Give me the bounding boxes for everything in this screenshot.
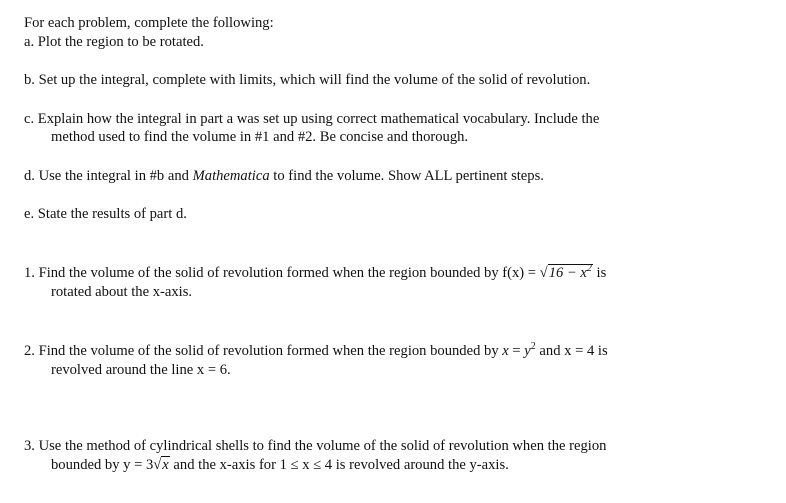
part-a: a. Plot the region to be rotated. (24, 34, 204, 50)
problem-2-text-end: and x = 4 is (535, 343, 608, 359)
problem-2-line2: revolved around the line x = 6. (51, 362, 231, 378)
part-d-mathematica: Mathematica (192, 168, 270, 184)
exponent: 2 (530, 341, 536, 353)
problem-1-line1 (24, 264, 606, 282)
part-e: e. State the results of part d. (24, 206, 187, 222)
square-root (153, 456, 170, 474)
part-d-post: to find the volume. Show ALL pertinent steps. (269, 168, 544, 184)
equals: = (508, 343, 525, 359)
radicand: $16 - x^2$ (548, 263, 592, 281)
part-c-line2: method used to find the volume in #1 and #2. Be concise and thorough. (51, 129, 469, 145)
problem-3-line2 (51, 456, 509, 474)
part-b: b. Set up the integral, complete with limits, which will find the volume of the solid of revolution. (24, 72, 591, 88)
radicand: x (162, 457, 169, 473)
part-d-pre: d. Use the integral in #b and (24, 168, 193, 184)
part-c-line1: c. Explain how the integral in part a was set up using correct mathematical vocabulary. Include the (24, 111, 600, 127)
problem-3-line1: 3. Use the method of cylindrical shells to find the volume of the solid of revolution when the region (24, 438, 607, 454)
radical-sign-icon: √ (153, 457, 162, 473)
math-y: y (524, 343, 531, 359)
problem-1-text: 1. Find the volume of the solid of revolution formed when the region bounded by f(x) = (24, 265, 540, 281)
square-root (540, 264, 593, 282)
problem-2-line1 (24, 342, 608, 360)
problem-1-line2: rotated about the x-axis. (51, 284, 193, 300)
radical-sign-icon: √ (539, 265, 548, 281)
problem-2-text: 2. Find the volume of the solid of revolution formed when the region bounded by (24, 343, 503, 359)
problem-1-text-end: is (592, 265, 607, 281)
intro-text: For each problem, complete the following: (24, 15, 274, 31)
problem-3-text: bounded by y = 3 (51, 457, 154, 473)
exponent: 2 (586, 263, 592, 275)
problem-3-text-end: and the x-axis for 1 ≤ x ≤ 4 is revolved around the y-axis. (169, 457, 509, 473)
math-x: x (502, 343, 509, 359)
part-d (24, 167, 544, 185)
